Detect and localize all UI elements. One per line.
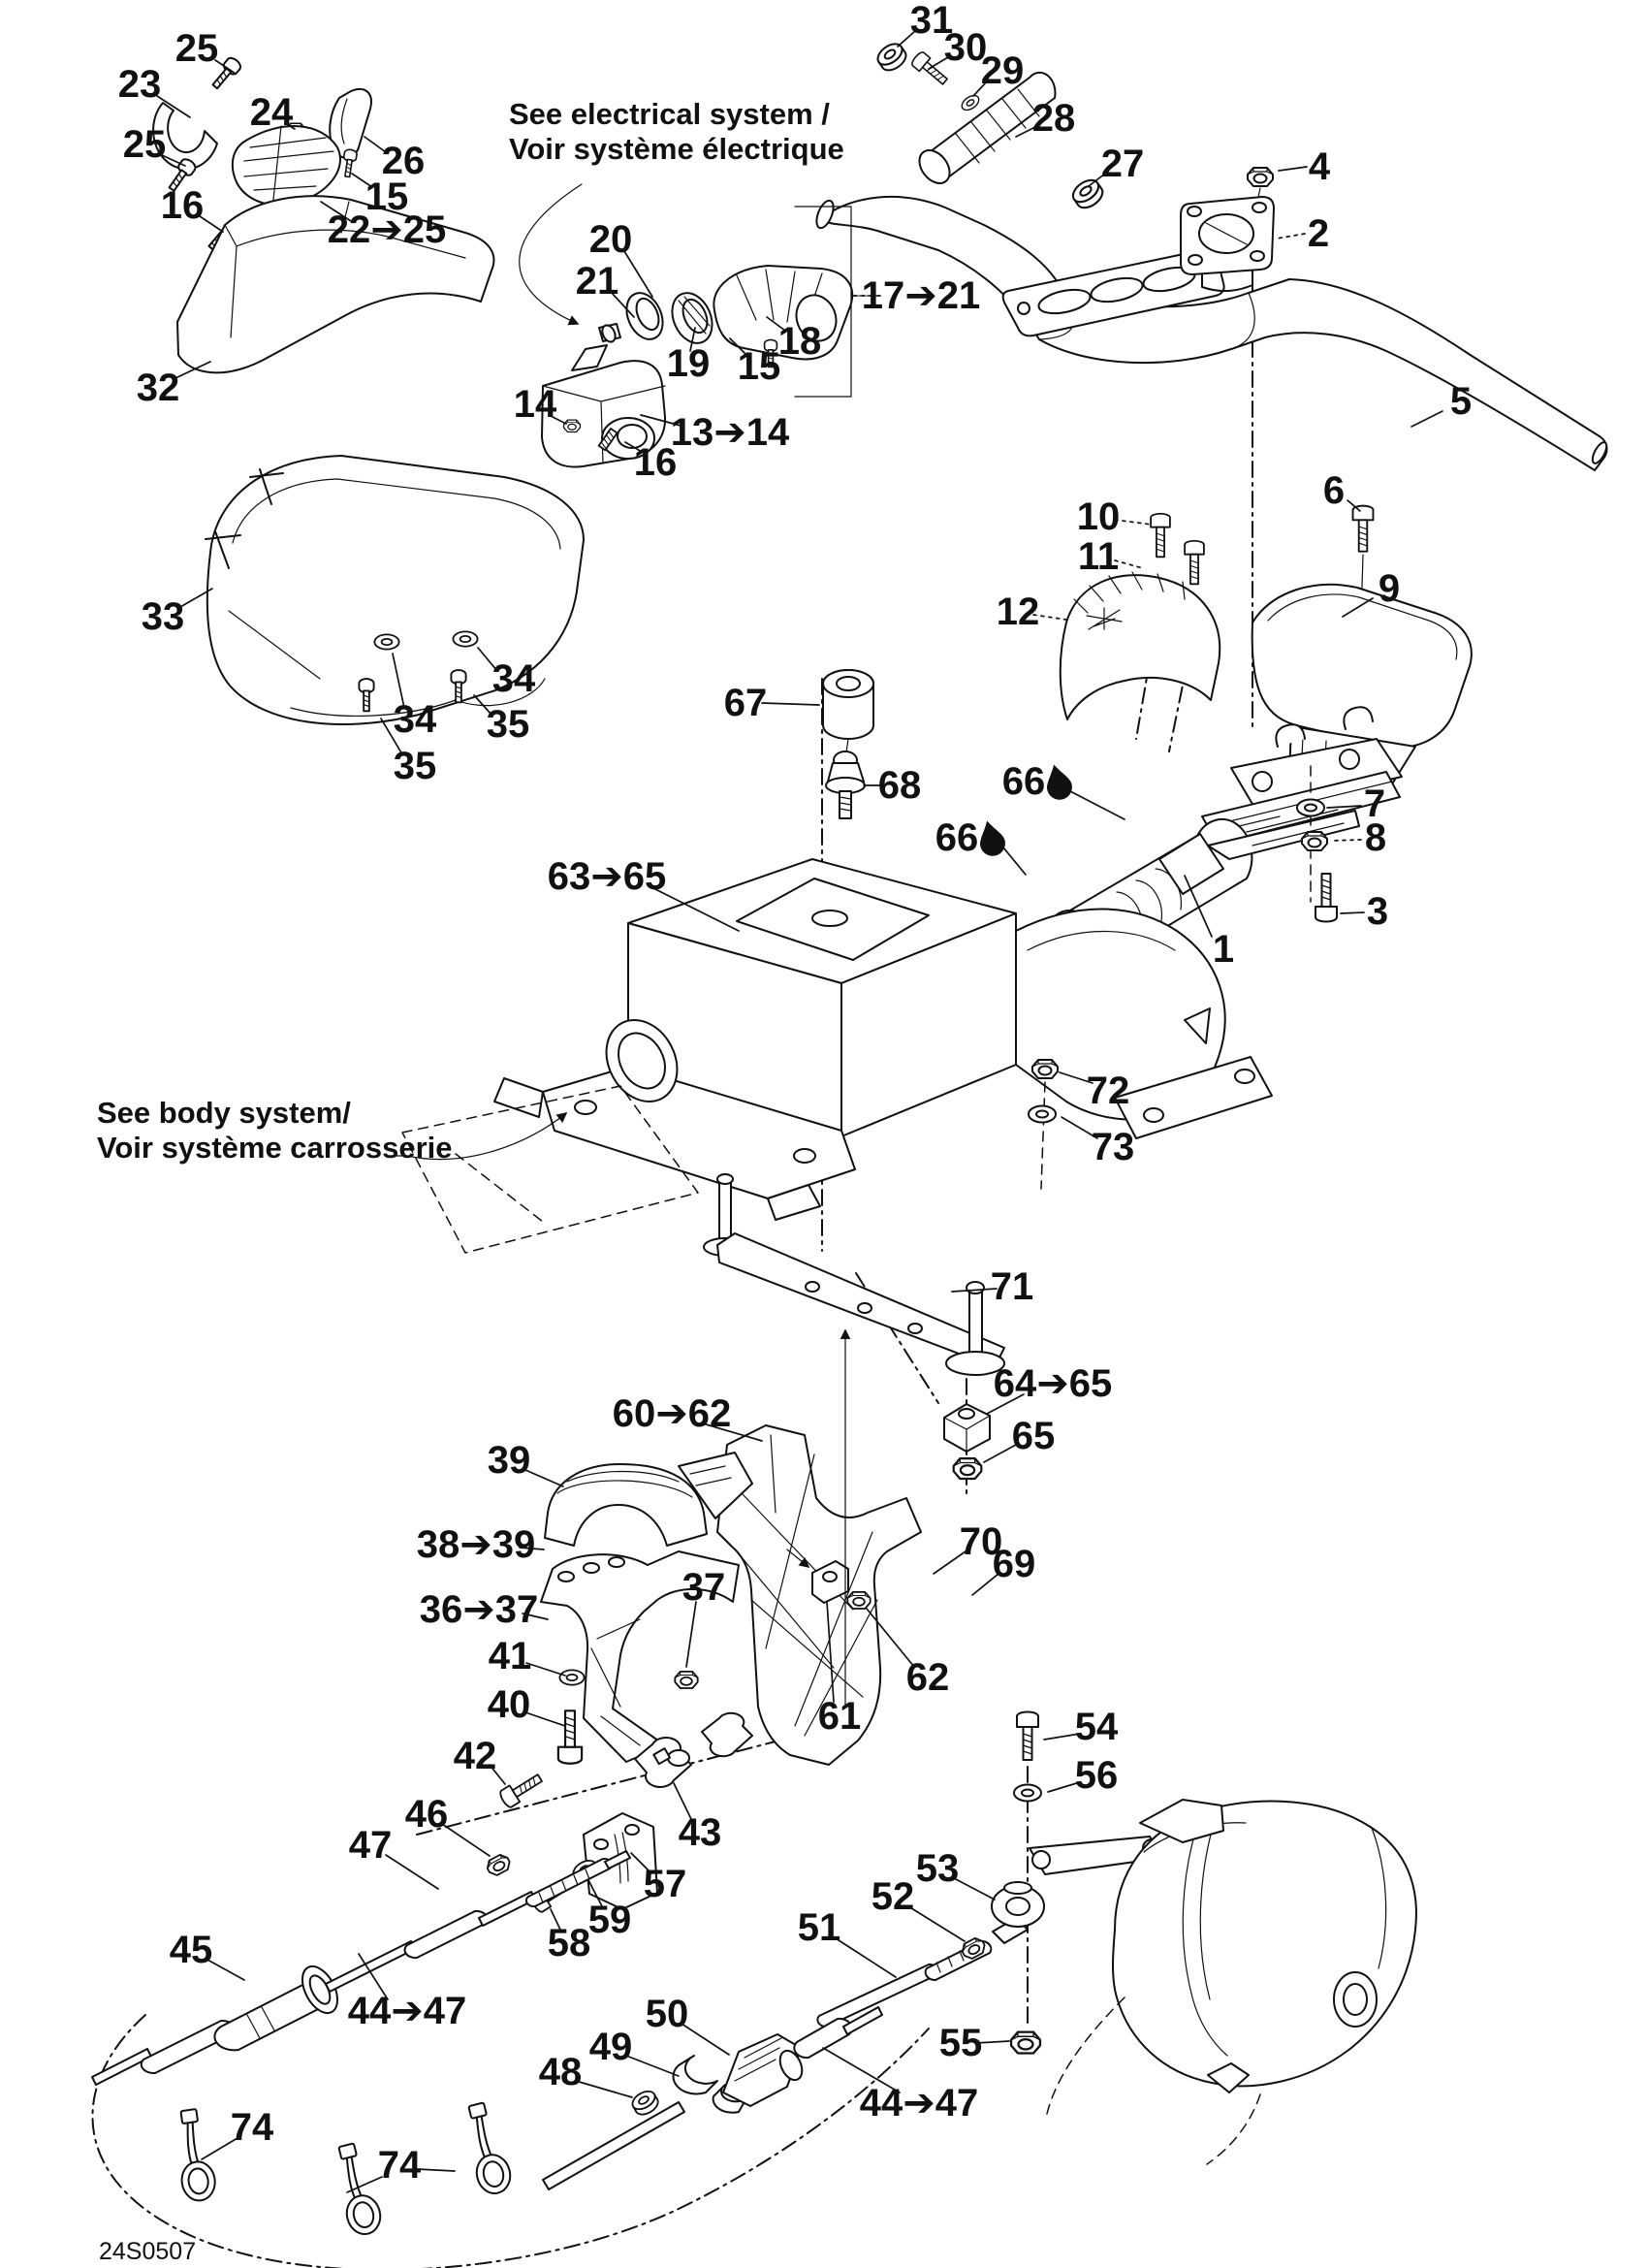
callout-70: 70 <box>959 1520 1003 1563</box>
callout-60➔62: 60➔62 <box>612 1392 732 1435</box>
leader-line <box>836 1938 896 1977</box>
nut-55-icon <box>1011 2032 1040 2054</box>
callout-8: 8 <box>1364 816 1387 859</box>
callout-74: 74 <box>377 2144 422 2187</box>
leader-line <box>1003 847 1026 875</box>
callout-54: 54 <box>1074 1706 1119 1748</box>
callout-62: 62 <box>905 1656 950 1699</box>
clamp-block-2 <box>1181 168 1274 291</box>
nut-37-icon <box>675 1672 697 1688</box>
callout-61: 61 <box>817 1695 862 1738</box>
callout-68: 68 <box>877 764 922 807</box>
callout-71: 71 <box>990 1265 1034 1308</box>
callout-74: 74 <box>230 2106 274 2149</box>
callout-48: 48 <box>538 2051 583 2093</box>
electrical-system-note <box>509 97 844 167</box>
leader-line <box>1279 167 1307 171</box>
callout-38➔39: 38➔39 <box>416 1523 536 1566</box>
body-note-line2: Voir système carrosserie <box>97 1131 453 1165</box>
leader-line <box>442 1824 490 1856</box>
callout-50: 50 <box>645 1993 689 2035</box>
callout-6: 6 <box>1322 469 1346 512</box>
callout-67: 67 <box>723 682 768 724</box>
washer-73-icon <box>1029 1106 1056 1123</box>
callout-16: 16 <box>633 441 678 484</box>
callout-56: 56 <box>1074 1754 1119 1797</box>
callout-41: 41 <box>488 1635 532 1677</box>
callout-2: 2 <box>1307 212 1330 255</box>
leader-line <box>417 2169 455 2171</box>
leader-line <box>1115 560 1143 568</box>
washer-34b-icon <box>374 634 398 649</box>
callout-55: 55 <box>938 2022 983 2064</box>
callout-35: 35 <box>486 703 530 746</box>
leader-line <box>1411 411 1442 427</box>
callout-47: 47 <box>348 1824 393 1867</box>
callout-66: 66 <box>935 816 979 859</box>
washer-29-icon <box>960 93 982 113</box>
hex-nut-62-icon <box>847 1592 870 1609</box>
callout-59: 59 <box>587 1899 632 1941</box>
callout-11: 11 <box>1077 535 1120 578</box>
nut-72-icon <box>1032 1060 1058 1078</box>
callout-57: 57 <box>643 1863 687 1905</box>
callout-40: 40 <box>487 1683 531 1726</box>
callout-3: 3 <box>1366 890 1389 933</box>
leader-line <box>1277 234 1305 239</box>
callout-34: 34 <box>393 698 437 741</box>
callout-32: 32 <box>136 367 180 409</box>
callout-13➔14: 13➔14 <box>670 411 790 454</box>
oil-drop-icon <box>975 817 1008 858</box>
callout-15: 15 <box>364 176 409 218</box>
body-system-note <box>97 1096 453 1166</box>
leader-line <box>762 703 819 705</box>
leader-line <box>525 1712 565 1726</box>
washer-41-icon <box>559 1670 584 1684</box>
callout-53: 53 <box>915 1847 960 1890</box>
callout-28: 28 <box>1031 97 1076 140</box>
leader-line <box>1331 840 1361 841</box>
callout-73: 73 <box>1091 1126 1135 1168</box>
bolt-40-icon <box>558 1710 582 1763</box>
callout-42: 42 <box>453 1735 497 1777</box>
callout-15: 15 <box>737 345 781 388</box>
callout-26: 26 <box>381 140 426 182</box>
leader-line <box>207 1960 244 1980</box>
nut-4-icon <box>1248 168 1273 186</box>
leader-line <box>1341 912 1364 913</box>
callout-9: 9 <box>1378 567 1401 610</box>
ziptie-74c-icon <box>460 2100 515 2196</box>
nut-65-icon <box>954 1458 982 1479</box>
callout-20: 20 <box>588 218 633 261</box>
callout-25: 25 <box>174 27 219 70</box>
callout-44➔47: 44➔47 <box>347 1990 467 2032</box>
callout-37: 37 <box>681 1566 726 1609</box>
callout-1: 1 <box>1212 928 1235 971</box>
cable-ties-74 <box>172 2100 514 2237</box>
callout-49: 49 <box>588 2026 633 2068</box>
callout-30: 30 <box>943 26 988 69</box>
callout-52: 52 <box>871 1875 915 1918</box>
callout-64➔65: 64➔65 <box>993 1362 1113 1405</box>
ziptie-74a-icon <box>172 2108 217 2203</box>
callout-24: 24 <box>249 91 294 134</box>
deflector-12 <box>1061 572 1220 719</box>
leader-line <box>908 1906 965 1941</box>
bolt-6-icon <box>1353 506 1374 552</box>
washer-56-icon <box>1014 1785 1041 1802</box>
bolt-54-icon <box>1017 1712 1038 1761</box>
ziptie-74b-icon <box>331 2141 385 2237</box>
callout-22➔25: 22➔25 <box>327 208 447 251</box>
callout-27: 27 <box>1100 143 1145 185</box>
callout-45: 45 <box>169 1929 213 1971</box>
callout-34: 34 <box>491 657 536 700</box>
drawing-code: 24S0507 <box>99 2238 197 2265</box>
clip-49 <box>673 2056 717 2093</box>
block-64-65 <box>944 1404 990 1479</box>
electrical-note-line1: See electrical system / <box>509 97 830 131</box>
callout-7: 7 <box>1363 783 1386 825</box>
callout-31: 31 <box>909 0 954 42</box>
nut-14-icon <box>564 420 581 431</box>
leader-line <box>576 2081 632 2097</box>
callout-46: 46 <box>404 1793 449 1836</box>
leader-line <box>681 2024 729 2055</box>
callout-23: 23 <box>117 63 162 106</box>
callout-66: 66 <box>1001 760 1046 803</box>
screw-15a-icon <box>341 149 358 178</box>
leader-line <box>347 2177 382 2192</box>
damper-67-68 <box>823 670 873 818</box>
tie-rod-71 <box>704 1174 1004 1375</box>
electrical-ref-arrow <box>520 184 582 324</box>
callout-72: 72 <box>1086 1070 1130 1112</box>
washer-48-icon <box>629 2088 661 2118</box>
washer-34a-icon <box>453 631 477 646</box>
electrical-note-line2: Voir système électrique <box>509 132 844 166</box>
callout-12: 12 <box>996 591 1040 633</box>
callout-14: 14 <box>513 383 557 426</box>
bolt-3-icon <box>1315 874 1337 922</box>
callout-44➔47: 44➔47 <box>859 2082 979 2124</box>
leader-line <box>386 1855 438 1889</box>
callout-16: 16 <box>160 184 205 227</box>
callout-36➔37: 36➔37 <box>419 1588 539 1631</box>
nut-8-icon <box>1302 832 1327 850</box>
seal-31-icon <box>874 40 910 75</box>
callout-39: 39 <box>487 1439 531 1482</box>
leader-line <box>526 1663 565 1676</box>
callout-5: 5 <box>1449 380 1473 423</box>
callout-10: 10 <box>1076 495 1121 538</box>
callout-21: 21 <box>575 260 619 303</box>
callout-19: 19 <box>666 342 711 385</box>
callout-33: 33 <box>141 595 185 638</box>
callout-35: 35 <box>393 745 437 787</box>
leader-line <box>1115 520 1152 525</box>
callout-29: 29 <box>980 49 1025 92</box>
callout-51: 51 <box>797 1906 841 1949</box>
leader-line <box>1070 791 1125 819</box>
leader-line <box>686 1602 696 1667</box>
callout-4: 4 <box>1308 145 1331 188</box>
washer-7-icon <box>1297 800 1324 816</box>
support-63-65 <box>402 859 1272 1253</box>
callout-65: 65 <box>1011 1415 1056 1457</box>
leader-line <box>954 1878 995 1900</box>
callout-17➔21: 17➔21 <box>861 274 981 317</box>
callout-18: 18 <box>777 320 822 363</box>
body-note-line1: See body system/ <box>97 1096 351 1130</box>
leader-line <box>626 2056 679 2076</box>
oil-drop-icon <box>1042 761 1075 802</box>
callout-25: 25 <box>122 123 167 166</box>
bolt-10-icon <box>1151 514 1170 558</box>
callout-58: 58 <box>547 1922 591 1965</box>
bolt-11-icon <box>1185 541 1204 585</box>
leader-line <box>525 1470 563 1486</box>
callout-69: 69 <box>992 1543 1036 1585</box>
callout-43: 43 <box>678 1811 722 1854</box>
callout-63➔65: 63➔65 <box>547 855 667 898</box>
